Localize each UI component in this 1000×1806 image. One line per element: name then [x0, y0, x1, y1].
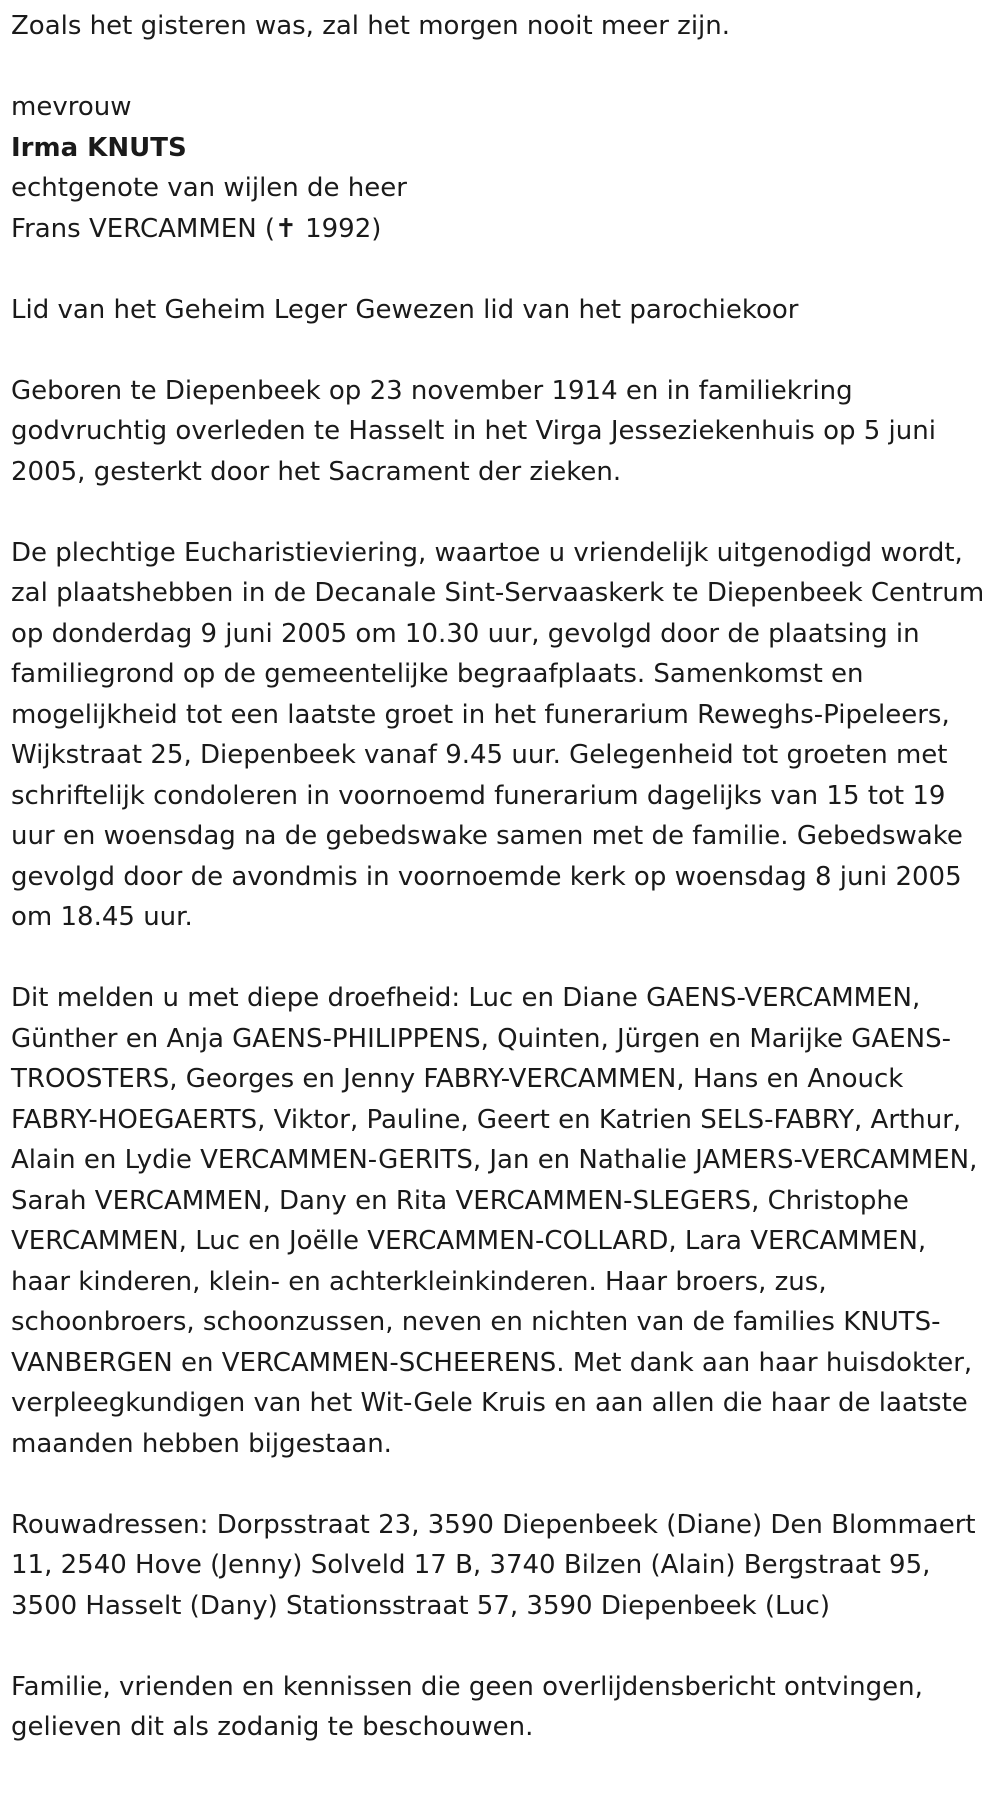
- spacer: [11, 1464, 989, 1505]
- spacer: [11, 938, 989, 979]
- birth-death-text: Geboren te Diepenbeek op 23 november 1914 en in familiekring godvruchtig overleden te Hasselt in het Virga Jesseziekenhuis op 5 juni 2005, gesterkt door het Sacrament der zieken.: [11, 375, 936, 487]
- spacer: [11, 492, 989, 533]
- family-text: Dit melden u met diepe droefheid: Luc en Diane GAENS-VERCAMMEN, Günther en Anja GAENS-PHILIPPENS, Quinten, Jürgen en Marijke GAENS-TROOSTERS, Georges en Jenny FABRY-VERCAMMEN, Hans en Anouck FABRY-HOEGAERTS, Viktor, Pauline, Geert en Katrien SELS-FABRY, Arthur, Alain en Lydie VERCAMMEN-GERITS, Jan en Nathalie JAMERS-VERCAMMEN, Sarah VERCAMMEN, Dany en Rita VERCAMMEN-SLEGERS, Christophe VERCAMMEN, Luc en Joëlle VERCAMMEN-COLLARD, Lara VERCAMMEN, haar kinderen, klein- en achterkleinkinderen. Haar broers, zus, schoonbroers, schoonzussen, neven en nichten van de families KNUTS-VANBERGEN en VERCAMMEN-SCHEERENS. Met dank aan haar huisdokter, verpleegkundigen van het Wit-Gele Kruis en aan allen die haar de laatste maanden hebben bijgestaan.: [11, 983, 978, 1459]
- deceased-name: Irma KNUTS: [11, 132, 187, 163]
- deceased-title: mevrouw: [11, 92, 132, 122]
- deceased-relation: echtgenote van wijlen de heer: [11, 173, 407, 203]
- addresses-text: Rouwadressen: Dorpsstraat 23, 3590 Diepenbeek (Diane) Den Blommaert 11, 2540 Hove (Jenny) Solveld 17 B, 3740 Bilzen (Alain) Bergstraat 95, 3500 Hasselt (Dany) Stationsstraat 57, 3590 Diepenbeek (Luc): [11, 1509, 976, 1621]
- spacer: [11, 330, 989, 371]
- deceased-block: [11, 87, 989, 249]
- spacer: [11, 47, 989, 88]
- motto: Zoals het gisteren was, zal het morgen nooit meer zijn.: [11, 11, 731, 41]
- ceremony-text: De plechtige Eucharistieviering, waartoe u vriendelijk uitgenodigd wordt, zal plaatshebben in de Decanale Sint-Servaaskerk te Diepenbeek Centrum op donderdag 9 juni 2005 om 10.30 uur, gevolgd door de plaatsing in familiegrond op de gemeentelijke begraafplaats. Samenkomst en mogelijkheid tot een laatste groet in het funerarium Reweghs-Pipeleers, Wijkstraat 25, Diepenbeek vanaf 9.45 uur. Gelegenheid tot groeten met schriftelijk condoleren in voornoemd funerarium dagelijks van 15 tot 19 uur en woensdag na de gebedswake samen met de familie. Gebedswake gevolgd door de avondmis in voornoemde kerk op woensdag 8 juni 2005 om 18.45 uur.: [11, 537, 985, 932]
- spacer: [11, 1626, 989, 1667]
- membership-text: Lid van het Geheim Leger Gewezen lid van het parochiekoor: [11, 294, 799, 325]
- spacer: [11, 249, 989, 290]
- deceased-spouse: Frans VERCAMMEN (✝ 1992): [11, 213, 382, 244]
- closing-text: Familie, vrienden en kennissen die geen overlijdensbericht ontvingen, gelieven dit als zodanig te beschouwen.: [11, 1671, 923, 1742]
